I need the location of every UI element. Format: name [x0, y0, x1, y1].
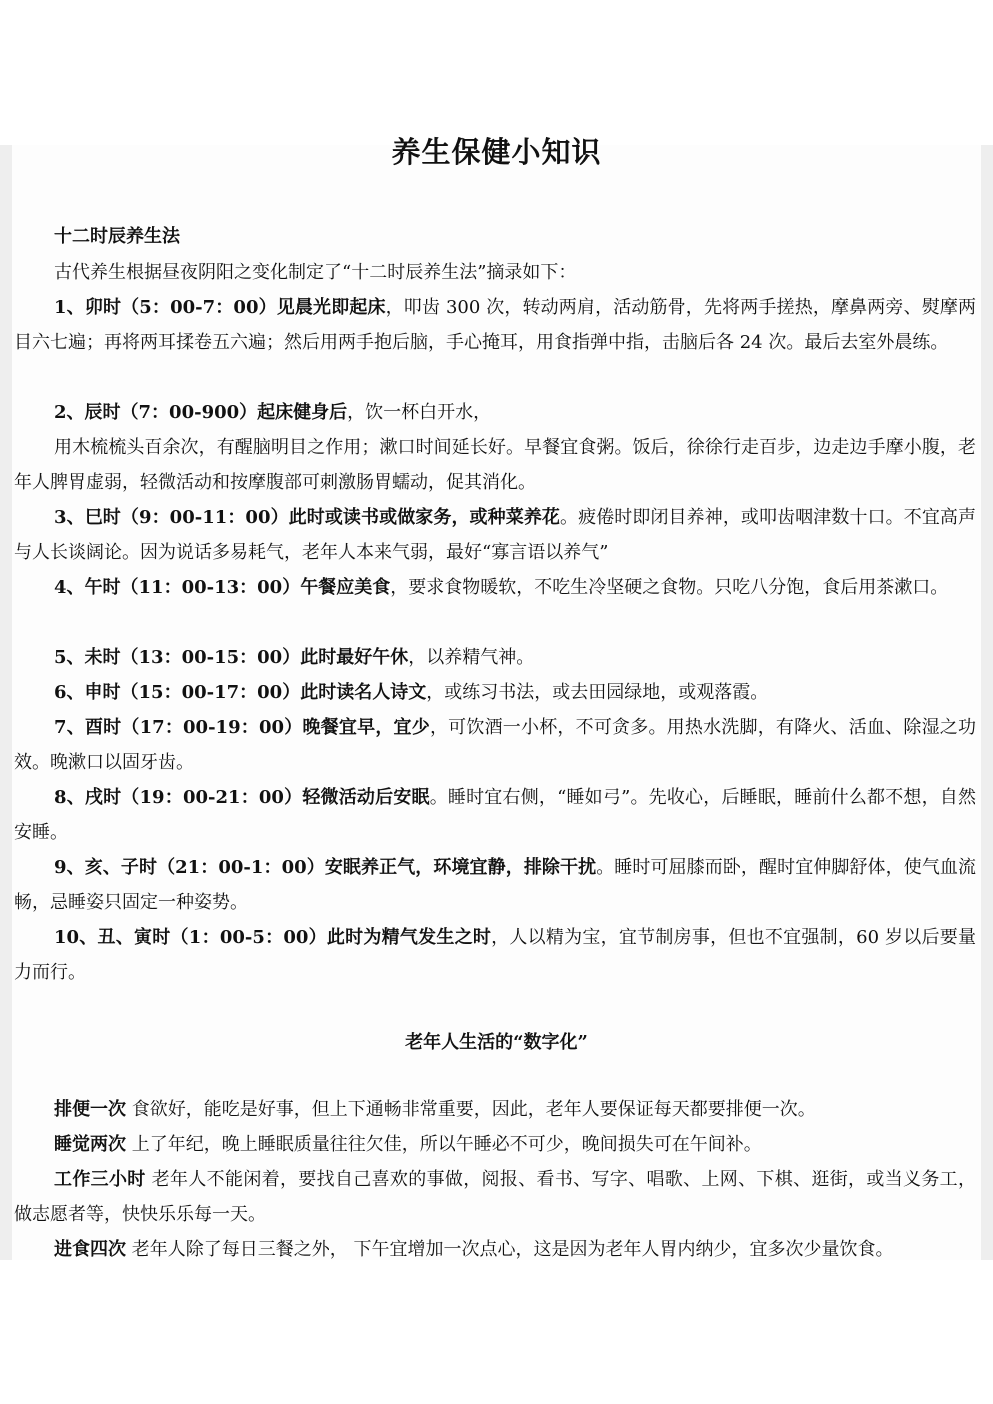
item-label: 4、午时（11：00-13：00）午餐应美食 — [54, 577, 391, 598]
list-item — [14, 290, 976, 360]
list-item — [14, 675, 976, 710]
list-item — [14, 500, 976, 570]
item-label: 9、亥、子时（21：00-1：00）安眠养正气，环境宜静，排除干扰 — [54, 857, 597, 878]
list-item — [14, 920, 976, 990]
item-label: 7、酉时（17：00-19：00）晚餐宜早，宜少 — [54, 717, 430, 738]
list-item — [14, 780, 976, 850]
intro-text: 古代养生根据昼夜阴阳之变化制定了“十二时辰养生法”摘录如下： — [54, 262, 577, 283]
item-label: 6、申时（15：00-17：00）此时读名人诗文 — [54, 682, 427, 703]
list-item — [14, 1162, 976, 1232]
list-item — [14, 1092, 976, 1127]
item-text: 老年人除了每日三餐之外， 下午宜增加一次点心，这是因为老年人胃内纳少，宜多次少量饮食。 — [126, 1239, 894, 1260]
list-item — [14, 1232, 976, 1267]
item-text: ，叩齿 300 次，转动两肩，活动筋骨，先将两手搓热，摩鼻两旁、熨摩两目六七遍；再将两耳揉卷五六遍；然后用两手抱后脑，手心掩耳，用食指弹中指，击脑后各 24 次。最后去室外晨练。 — [14, 297, 977, 353]
list-item — [14, 1127, 976, 1162]
item-text: 。疲倦时即闭目养神，或叩齿咽津数十口。不宜高声与人长谈阔论。因为说话多易耗气，老年人本来气弱，最好“寡言语以养气” — [14, 507, 976, 563]
item-label: 3、巳时（9：00-11：00）此时或读书或做家务，或种菜养花 — [54, 507, 561, 528]
section-heading-twelve-hours: 十二时辰养生法 — [54, 226, 180, 247]
list-item — [14, 395, 976, 430]
item-text: 上了年纪，晚上睡眠质量往往欠佳，所以午睡必不可少，晚间损失可在午间补。 — [126, 1134, 762, 1155]
item-text: 用木梳梳头百余次，有醒脑明目之作用；漱口时间延长好。早餐宜食粥。饭后，徐徐行走百步，边走边手摩小腹，老年人脾胃虚弱，轻微活动和按摩腹部可刺激肠胃蠕动，促其消化。 — [14, 437, 976, 493]
item-text: 。睡时宜右侧，“睡如弓”。先收心，后睡眠，睡前什么都不想，自然安睡。 — [14, 787, 976, 843]
item-label: 2、辰时（7：00-900）起床健身后 — [54, 402, 348, 423]
section-heading-digitization: 老年人生活的“数字化” — [405, 1032, 588, 1053]
item-text: ，以养精气神。 — [408, 647, 535, 668]
list-item — [14, 570, 976, 605]
item-label: 5、未时（13：00-15：00）此时最好午休 — [54, 647, 409, 668]
item-label: 1、卯时（5：00-7：00）见晨光即起床 — [54, 297, 386, 318]
list-item — [14, 850, 976, 920]
item-label: 工作三小时 — [54, 1169, 146, 1190]
item-label: 排便一次 — [54, 1099, 126, 1120]
item-text: ，要求食物暖软，不吃生冷坚硬之食物。只吃八分饱，食后用茶漱口。 — [390, 577, 949, 598]
intro-paragraph — [14, 255, 976, 290]
item-text: ，可饮酒一小杯，不可贪多。用热水洗脚，有降火、活血、除湿之功效。晚漱口以固牙齿。 — [14, 717, 976, 773]
item-label: 10、丑、寅时（1：00-5：00）此时为精气发生之时 — [54, 927, 492, 948]
list-item — [14, 640, 976, 675]
list-item — [14, 710, 976, 780]
item-text: ，人以精为宝，宜节制房事，但也不宜强制，60 岁以后要量力而行。 — [14, 927, 977, 983]
item-text: 。睡时可屈膝而卧，醒时宜伸脚舒体，使气血流畅，忌睡姿只固定一种姿势。 — [14, 857, 977, 913]
item-text: 老年人不能闲着，要找自己喜欢的事做，阅报、看书、写字、唱歌、上网、下棋、逛街，或当义务工，做志愿者等，快快乐乐每一天。 — [14, 1169, 977, 1225]
item-label: 进食四次 — [54, 1239, 126, 1260]
item-text: 食欲好，能吃是好事，但上下通畅非常重要，因此，老年人要保证每天都要排便一次。 — [126, 1099, 816, 1120]
list-item — [14, 430, 976, 500]
item-label: 睡觉两次 — [54, 1134, 126, 1155]
document-title: 养生保健小知识 — [391, 135, 602, 169]
item-text: ，饮一杯白开水， — [347, 402, 492, 423]
item-label: 8、戌时（19：00-21：00）轻微活动后安眠 — [54, 787, 430, 808]
item-text: ，或练习书法，或去田园绿地，或观落霞。 — [426, 682, 769, 703]
